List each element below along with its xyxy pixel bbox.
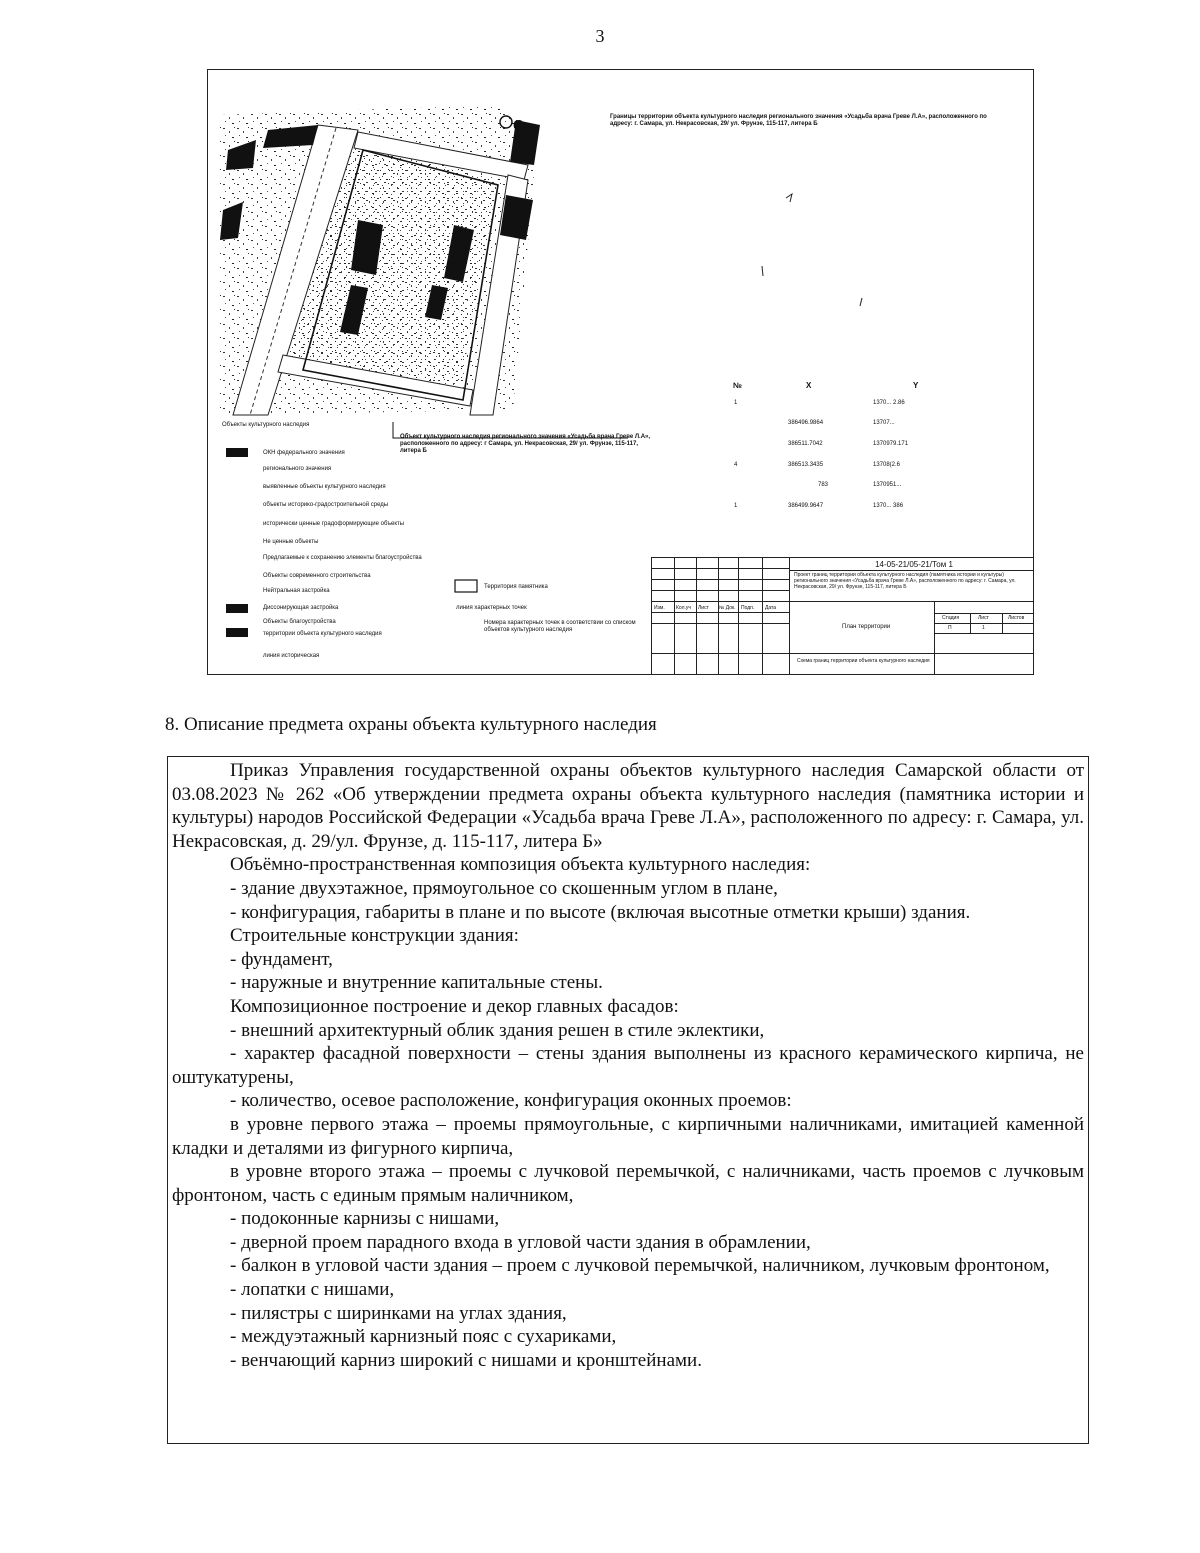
list-item: - междуэтажный карнизный пояс с сухариками, [230,1326,617,1348]
coord-cell: 1370... 2.86 [873,400,905,406]
legend-item: территории объекта культурного наследия [263,631,382,637]
boundary-legend: линия характерных точек [456,605,527,611]
coord-cell: 386511.7042 [788,441,823,447]
list-item: - количество, осевое расположение, конфигурация оконных проемов: [230,1090,792,1112]
coord-cell: 4 [734,462,738,468]
list-item: - наружные и внутренние капитальные стены. [230,972,603,994]
order-paragraph: Приказ Управления государственной охраны объектов культурного наследия Самарской области от 03.08.2023 № 262 «Об утверждении предмета охраны объекта культурного наследия (памятника истории и культуры) народов Российской Федерации «Усадьба врача Греве Л.А», расположенного по адресу: г. Самара, ул. Некрасовская, д. 29/ул. Фрунзе, д. 115-117, литера Б» [172,760,1084,852]
compass-label: С [513,117,524,134]
list-item: - балкон в угловой части здания – проем с лучковой перемычкой, наличником, лучковым фронтоном, [230,1255,1050,1277]
legend-item: выявленные объекты культурного наследия [263,484,386,490]
stamp-scheme-title: Схема границ территории объекта культурного наследия [797,658,930,664]
list-item: - подоконные карнизы с нишами, [230,1208,500,1230]
coord-header-num: № [733,381,742,390]
stamp-stage-header: Листов [1008,615,1025,621]
list-item: - венчающий карниз широкий с нишами и кронштейнами. [230,1349,702,1371]
monument-label: Объект культурного наследия регионального значения «Усадьба врача Греве Л.А», расположенного по адресу: г Самара, ул. Некрасовская, 29/ ул. Фрунзе, 115-117, литера Б [400,434,651,454]
legend-item: исторически ценные градоформирующие объекты [263,521,405,527]
list-note: Номера характерных точек в соответствии со списком объектов культурного наследия [484,620,636,633]
coord-cell: 386496.9864 [788,420,824,426]
subheading: Строительные конструкции здания: [230,925,519,947]
stamp-stage-value: П [948,625,952,631]
map-figure [207,69,1034,675]
coord-cell: 783 [818,482,829,488]
section-heading: 8. Описание предмета охраны объекта культурного наследия [165,714,657,735]
legend-item: Объекты благоустройства [263,619,336,625]
list-item: - характер фасадной поверхности – стены здания выполнены из красного керамического кирпича, не оштукатурены, [172,1043,1084,1088]
coord-cell: 1370979.171 [873,441,909,447]
legend-item: Предлагаемые к сохранению элементы благоустройства [263,555,422,561]
coord-header-x: X [806,381,812,390]
legend-item: Объекты современного строительства [263,573,371,579]
stamp-stage-header: Лист [978,615,989,621]
page-number: 3 [595,26,605,46]
coord-cell: 1370... 386 [873,503,904,509]
subheading: Объёмно-пространственная композиция объекта культурного наследия: [230,854,811,876]
protection-subject-box [167,756,1089,1444]
coord-cell: 1 [734,400,738,406]
stamp-header: Подп. [741,605,755,611]
list-item: - дверной проем парадного входа в угловой части здания в обрамлении, [230,1231,811,1253]
coord-cell: 13707... [873,420,895,426]
coord-cell: 386513.3435 [788,462,824,468]
list-item: - фундамент, [230,948,333,970]
coord-cell: 386499.9647 [788,503,824,509]
legend-title: Объекты культурного наследия [222,422,310,428]
legend-item: ОКН федерального значения [263,450,345,456]
legend-item: линия историческая [263,653,320,659]
list-item: - лопатки с нишами, [230,1279,395,1301]
stamp-stage-value: 1 [982,625,985,631]
stamp-header: Изм. [654,605,665,611]
list-item: - внешний архитектурный облик здания решен в стиле эклектики, [230,1019,765,1041]
legend-item: Диссонирующая застройка [263,605,339,611]
coord-cell: 13708(2.6 [873,462,901,468]
stamp-header: Дата [765,605,777,611]
coord-cell: 1370951... [873,482,902,488]
list-item: в уровне второго этажа – проемы с лучковой перемычкой, с наличниками, часть проемов с лучковым фронтоном, часть с единым прямым наличником, [172,1161,1084,1206]
coord-header-y: Y [913,381,919,390]
list-item: - здание двухэтажное, прямоугольное со скошенным углом в плане, [230,877,778,899]
list-item: - конфигурация, габариты в плане и по высоте (включая высотные отметки крыши) здания. [230,901,971,923]
stamp-description: Проект границ территории объекта культурного наследия (памятника истории и культуры) регионального значения «Усадьба врача Греве Л.А», расположенного по адресу: г. Самара, ул. Некрасовская, 29/ ул. Фрунзе, 115-117, литера Б [794,572,1016,590]
stamp-code: 14-05-21/05-21/Том 1 [875,560,953,569]
stamp-header: Кол.уч [676,605,691,611]
legend-item: регионального значения [263,466,332,472]
subheading: Композиционное построение и декор главных фасадов: [230,995,679,1017]
coord-cell: 1 [734,503,738,509]
list-item: - пилястры с ширинками на углах здания, [230,1302,567,1324]
stamp-stage-header: Стадия [942,615,960,621]
legend-item: Не ценные объекты [263,539,319,545]
title-block [651,557,1034,675]
territory-legend: Территория памятника [484,584,548,590]
list-item: в уровне первого этажа – проемы прямоугольные, с кирпичными наличниками, имитацией каменной кладки и деталями из фигурного кирпича, [172,1113,1084,1159]
map-title: Границы территории объекта культурного наследия регионального значения «Усадьба врача Греве Л.А», расположенного по адресу: г. Самара, ул. Некрасовская, 29/ ул. Фрунзе, 115-117, литера Б [610,114,987,127]
legend-item: объекты историко-градостроительной среды [263,502,389,508]
legend-item: Нейтральная застройка [263,588,330,594]
stamp-header: № Док. [719,605,736,611]
stamp-sheet-title: План территории [842,624,891,630]
stamp-header: Лист [698,605,709,611]
